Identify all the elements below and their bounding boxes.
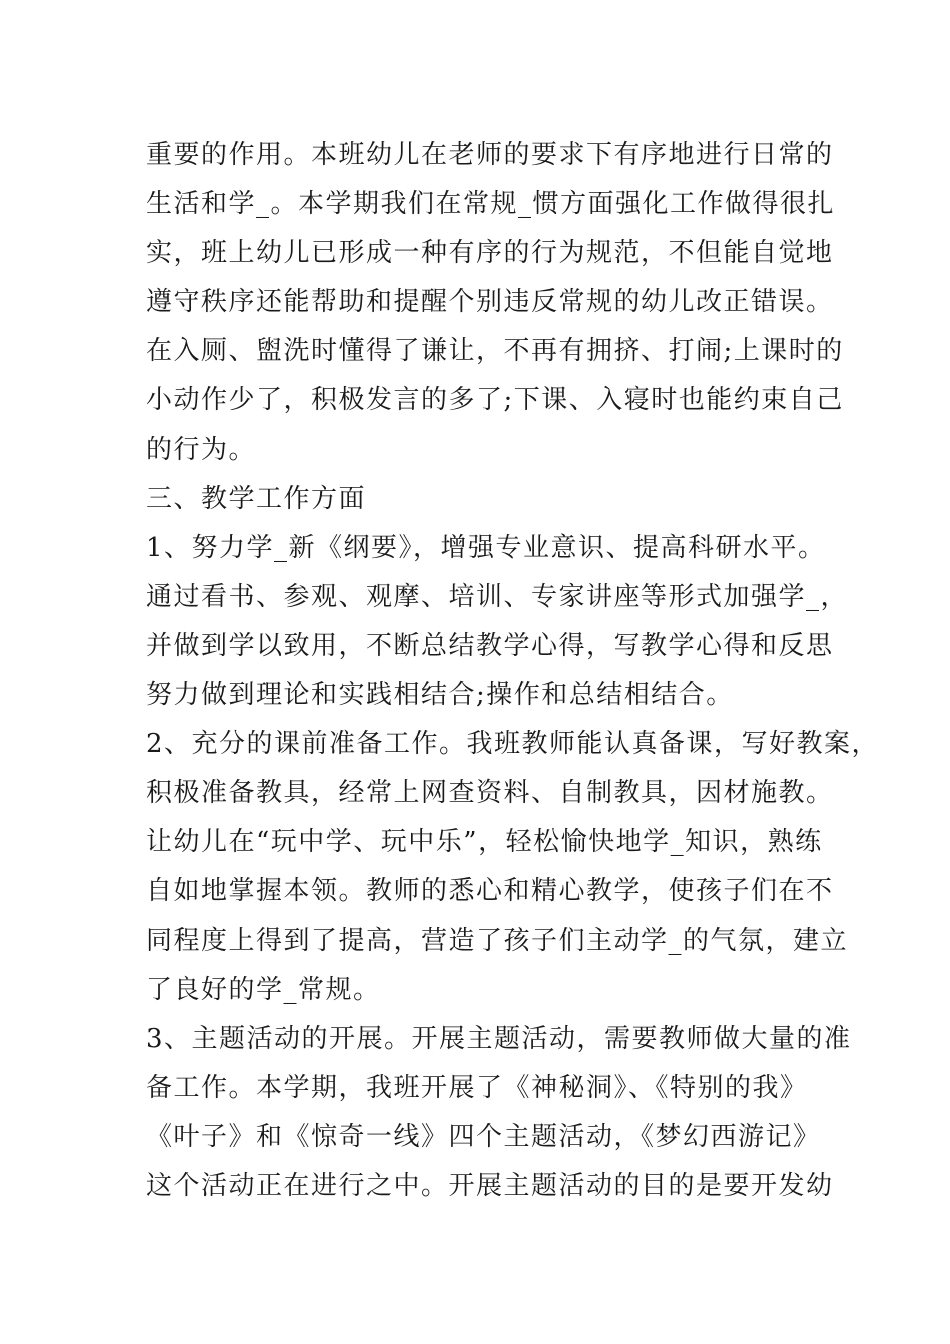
text-line: 这个活动正在进行之中。开展主题活动的目的是要开发幼 xyxy=(146,1170,834,1201)
text-line: 努力做到理论和实践相结合;操作和总结相结合。 xyxy=(146,680,734,711)
text-line: 让幼儿在“玩中学、玩中乐”，轻松愉快地学_知识，熟练 xyxy=(146,827,823,858)
text-line: 2、充分的课前准备工作。我班教师能认真备课，写好教案， xyxy=(146,729,880,760)
text-line: 积极准备教具，经常上网查资料、自制教具，因材施教。 xyxy=(146,778,834,809)
text-line: 并做到学以致用，不断总结教学心得，写教学心得和反思 xyxy=(146,630,834,661)
text-line: 自如地掌握本领。教师的悉心和精心教学，使孩子们在不 xyxy=(146,876,834,907)
text-line: 遵守秩序还能帮助和提醒个别违反常规的幼儿改正错误。 xyxy=(146,287,834,318)
text-line: 在入厕、盥洗时懂得了谦让，不再有拥挤、打闹;上课时的 xyxy=(146,336,844,367)
text-line: 1、努力学_新《纲要》，增强专业意识、提高科研水平。 xyxy=(146,532,826,563)
document-body xyxy=(146,131,880,1211)
text-line: 同程度上得到了提高，营造了孩子们主动学_的气氛，建立 xyxy=(146,925,849,956)
text-line: 小动作少了，积极发言的多了;下课、入寝时也能约束自己 xyxy=(146,385,844,416)
text-line: 备工作。本学期，我班开展了《神秘洞》、《特别的我》 xyxy=(146,1072,808,1103)
text-line: 了良好的学_常规。 xyxy=(146,974,381,1005)
text-line: 实，班上幼儿已形成一种有序的行为规范，不但能自觉地 xyxy=(146,238,834,269)
text-line: 3、主题活动的开展。开展主题活动，需要教师做大量的准 xyxy=(146,1023,852,1054)
text-line: 《叶子》和《惊奇一线》四个主题活动，《梦幻西游记》 xyxy=(146,1121,821,1152)
text-line: 的行为。 xyxy=(146,434,257,465)
text-line: 生活和学_。本学期我们在常规_惯方面强化工作做得很扎 xyxy=(146,189,836,220)
text-line: 重要的作用。本班幼儿在老师的要求下有序地进行日常的 xyxy=(146,140,834,170)
text-line: 通过看书、参观、观摩、培训、专家讲座等形式加强学_， xyxy=(146,581,849,612)
section-heading: 三、教学工作方面 xyxy=(146,483,367,514)
